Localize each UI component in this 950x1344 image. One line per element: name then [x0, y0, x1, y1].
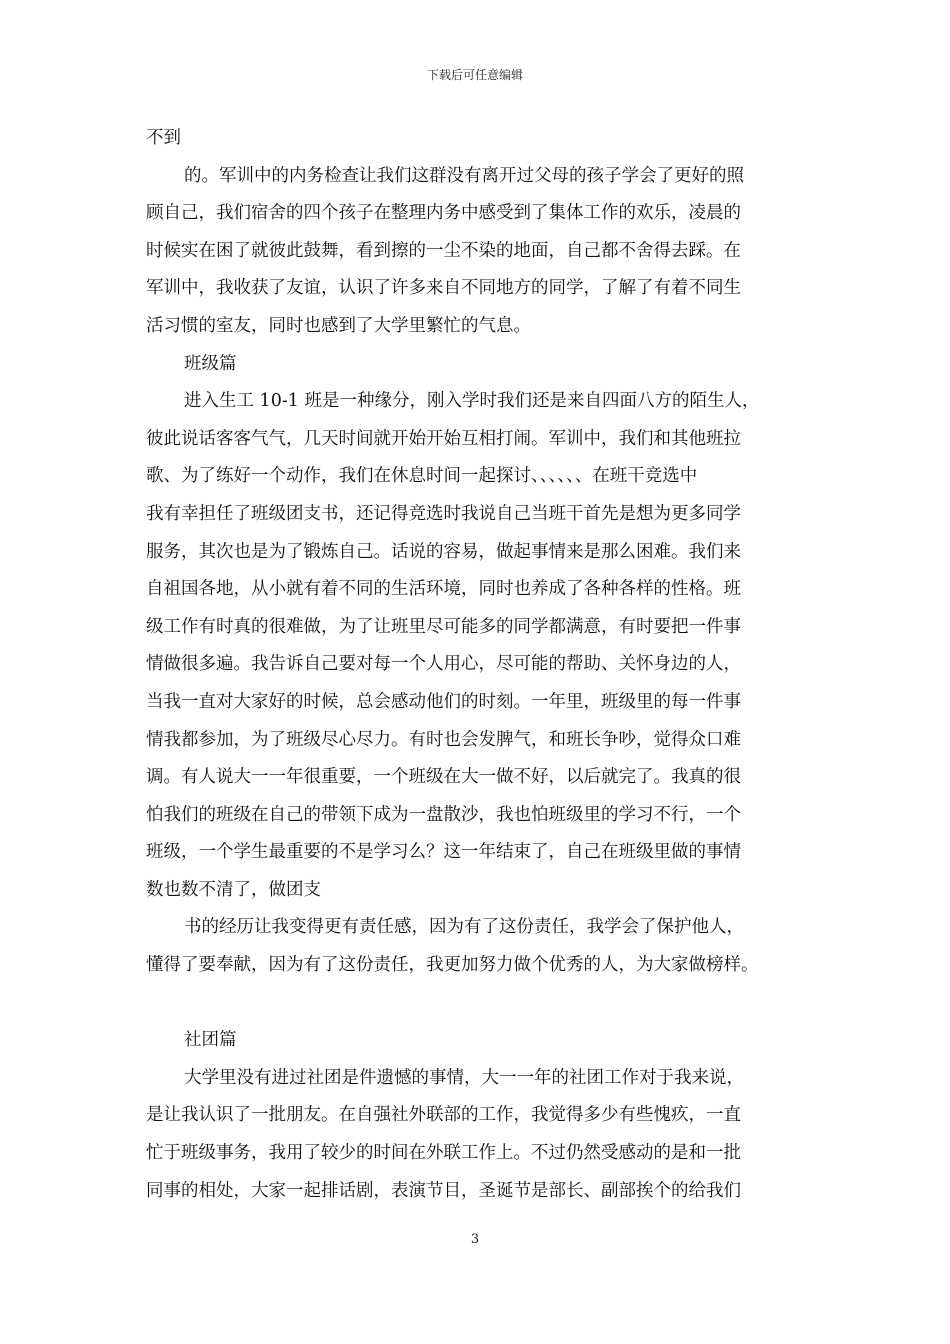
- paragraph-line: 情做很多遍。我告诉自己要对每一个人用心，尽可能的帮助、关怀身边的人，: [146, 654, 741, 675]
- section-heading: 社团篇: [184, 1030, 237, 1051]
- paragraph-line: 是让我认识了一批朋友。在自强社外联部的工作，我觉得多少有些愧疚，一直: [146, 1105, 741, 1126]
- paragraph-line: 军训中，我收获了友谊，认识了许多来自不同地方的同学，了解了有着不同生: [146, 278, 741, 299]
- paragraph-line: 同事的相处，大家一起排话剧，表演节目，圣诞节是部长、副部挨个的给我们: [146, 1180, 741, 1201]
- paragraph-gap: [146, 985, 836, 1023]
- paragraph-line: 自祖国各地，从小就有着不同的生活环境，同时也养成了各种各样的性格。班: [146, 579, 741, 600]
- document-body: [146, 120, 836, 1210]
- paragraph-line: 怕我们的班级在自己的带领下成为一盘散沙，我也怕班级里的学习不行，一个: [146, 804, 741, 825]
- section-heading: 班级篇: [184, 353, 237, 374]
- paragraph-line: 的。军训中的内务检查让我们这群没有离开过父母的孩子学会了更好的照: [184, 165, 744, 186]
- paragraph-line: 歌、为了练好一个动作，我们在休息时间一起探讨、、、、、、在班干竞选中: [146, 466, 698, 487]
- page-header: 下载后可任意编辑: [426, 68, 523, 82]
- paragraph-line: 顾自己，我们宿舍的四个孩子在整理内务中感受到了集体工作的欢乐，凌晨的: [146, 203, 741, 224]
- paragraph-line: 不到: [146, 128, 181, 148]
- paragraph-line: 当我一直对大家好的时候，总会感动他们的时刻。一年里，班级里的每一件事: [146, 691, 741, 712]
- paragraph-line: 进入生工 10-1 班是一种缘分，刚入学时我们还是来自四面八方的陌生人，: [184, 391, 760, 412]
- paragraph-line: 时候实在困了就彼此鼓舞，看到擦的一尘不染的地面，自己都不舍得去踩。在: [146, 240, 741, 261]
- paragraph-line: 活习惯的室友，同时也感到了大学里繁忙的气息。: [146, 315, 531, 336]
- paragraph-line: 班级，一个学生最重要的不是学习么？这一年结束了，自己在班级里做的事情: [146, 842, 741, 863]
- paragraph-line: 服务，其次也是为了锻炼自己。话说的容易，做起事情来是那么困难。我们来: [146, 541, 741, 562]
- paragraph-line: 书的经历让我变得更有责任感，因为有了这份责任，我学会了保护他人，: [184, 917, 744, 938]
- paragraph-line: 调。有人说大一一年很重要，一个班级在大一做不好，以后就完了。我真的很: [146, 767, 741, 788]
- page-number: 3: [470, 1232, 480, 1247]
- paragraph-line: 懂得了要奉献，因为有了这份责任，我更加努力做个优秀的人，为大家做榜样。: [146, 955, 759, 976]
- paragraph-line: 级工作有时真的很难做，为了让班里尽可能多的同学都满意，有时要把一件事: [146, 616, 741, 637]
- paragraph-line: 我有幸担任了班级团支书，还记得竞选时我说自己当班干首先是想为更多同学: [146, 503, 741, 524]
- paragraph-line: 大学里没有进过社团是件遗憾的事情，大一一年的社团工作对于我来说，: [184, 1067, 744, 1088]
- paragraph-line: 彼此说话客客气气，几天时间就开始开始互相打闹。军训中，我们和其他班拉: [146, 428, 741, 449]
- paragraph-line: 情我都参加，为了班级尽心尽力。有时也会发脾气，和班长争吵，觉得众口难: [146, 729, 741, 750]
- paragraph-line: 忙于班级事务，我用了较少的时间在外联工作上。不过仍然受感动的是和一批: [146, 1143, 741, 1164]
- paragraph-line: 数也数不清了，做团支: [146, 879, 321, 900]
